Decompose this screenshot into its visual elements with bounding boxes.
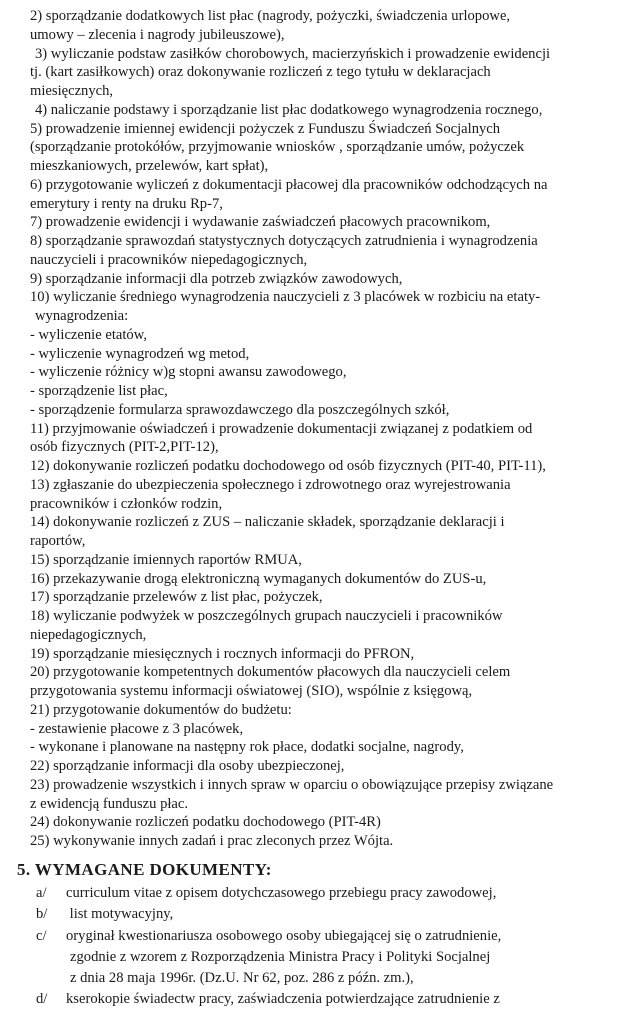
- section-heading: 5. WYMAGANE DOKUMENTY:: [17, 860, 272, 879]
- duty-line: mieszkaniowych, przelewów, kart spłat),: [30, 158, 269, 174]
- duty-line: 14) dokonywanie rozliczeń z ZUS – naliczanie składek, sporządzanie deklaracji i: [30, 514, 505, 531]
- duty-line: 5) prowadzenie imiennej ewidencji pożyczek z Funduszu Świadczeń Socjalnych: [30, 120, 501, 137]
- duty-line: - wyliczenie wynagrodzeń wg metod,: [30, 345, 250, 362]
- duty-line: 21) przygotowanie dokumentów do budżetu:: [30, 701, 292, 718]
- duty-line: 23) prowadzenie wszystkich i innych spraw w oparciu o obowiązujące przepisy związane: [30, 776, 554, 793]
- duty-line: 17) sporządzanie przelewów z list płac, pożyczek,: [30, 589, 323, 606]
- duty-line: umowy – zlecenia i nagrody jubileuszowe),: [30, 26, 285, 43]
- duty-line: 8) sporządzanie sprawozdań statystycznych dotyczących zatrudnienia i wynagrodzenia: [30, 233, 538, 249]
- document-item-marker: d/: [36, 991, 48, 1008]
- document-item: [36, 926, 616, 947]
- duty-line: 13) zgłaszanie do ubezpieczenia społecznego i zdrowotnego oraz wyrejestrowania: [30, 476, 511, 493]
- duties-list: [30, 7, 615, 851]
- document-item-marker: b/: [36, 906, 48, 923]
- duty-line: przygotowania systemu informacji oświatowej (SIO), wspólnie z księgową,: [30, 683, 473, 699]
- document-item-text: list motywacyjny,: [66, 906, 174, 923]
- duty-line: nauczycieli i pracowników niepedagogicznych,: [30, 251, 308, 268]
- duty-line: 4) naliczanie podstawy i sporządzanie list płac dodatkowego wynagrodzenia rocznego,: [35, 101, 543, 118]
- duty-line: 22) sporządzanie informacji dla osoby ubezpieczonej,: [30, 758, 345, 774]
- document-item: [36, 904, 616, 925]
- duty-line: 3) wyliczanie podstaw zasiłków chorobowych, macierzyńskich i prowadzenie ewidencji: [35, 45, 551, 62]
- duty-line: raportów,: [30, 533, 86, 549]
- duty-line: - wyliczenie etatów,: [30, 326, 147, 343]
- document-item-text: oryginał kwestionariusza osobowego osoby ubiegającej się o zatrudnienie,: [66, 927, 502, 944]
- duty-line: - sporządzenie list płac,: [30, 383, 168, 399]
- duty-line: 2) sporządzanie dodatkowych list płac (nagrody, pożyczki, świadczenia urlopowe,: [30, 8, 511, 24]
- duty-line: osób fizycznych (PIT-2,PIT-12),: [30, 439, 219, 456]
- duty-line: miesięcznych,: [30, 83, 114, 99]
- duty-line: 24) dokonywanie rozliczeń podatku dochodowego (PIT-4R): [30, 814, 381, 831]
- duty-line: - sporządzenie formularza sprawozdawczego dla poszczególnych szkół,: [30, 401, 450, 418]
- document-item-text: curriculum vitae z opisem dotychczasowego przebiegu pracy zawodowej,: [66, 885, 497, 901]
- document-item-text: zgodnie z wzorem z Rozporządzenia Ministra Pracy i Polityki Socjalnej: [70, 948, 491, 965]
- duty-line: - wyliczenie różnicy w)g stopni awansu zawodowego,: [30, 364, 347, 381]
- duty-line: 25) wykonywanie innych zadań i prac zleconych przez Wójta.: [30, 833, 394, 849]
- duty-line: 15) sporządzanie imiennych raportów RMUA,: [30, 551, 302, 568]
- duty-line: 18) wyliczanie podwyżek w poszczególnych grupach nauczycieli i pracowników: [30, 608, 503, 624]
- duty-line: wynagrodzenia:: [35, 308, 129, 324]
- document-item: [36, 947, 616, 968]
- duty-line: 10) wyliczanie średniego wynagrodzenia nauczycieli z 3 placówek w rozbiciu na etaty-: [30, 289, 541, 306]
- document-item-text: z dnia 28 maja 1996r. (Dz.U. Nr 62, poz. 286 z późn. zm.),: [70, 970, 414, 987]
- document-item: [36, 883, 616, 904]
- duty-line: 20) przygotowanie kompetentnych dokumentów płacowych dla nauczycieli celem: [30, 664, 511, 681]
- required-documents-list: [36, 883, 616, 1011]
- document-item-marker: a/: [36, 885, 47, 901]
- duty-line: z ewidencją funduszu płac.: [30, 795, 189, 812]
- duty-line: 7) prowadzenie ewidencji i wydawanie zaświadczeń płacowych pracownikom,: [30, 214, 491, 231]
- document-item-text: kserokopie świadectw pracy, zaświadczenia potwierdzające zatrudnienie z: [66, 991, 500, 1008]
- duty-line: 11) przyjmowanie oświadczeń i prowadzenie dokumentacji związanej z podatkiem od: [30, 420, 533, 437]
- duty-line: - zestawienie płacowe z 3 placówek,: [30, 720, 244, 737]
- document-item: [36, 968, 616, 989]
- duty-line: emerytury i renty na druku Rp-7,: [30, 195, 223, 212]
- duty-line: 16) przekazywanie drogą elektroniczną wymaganych dokumentów do ZUS-u,: [30, 570, 487, 587]
- duty-line: 9) sporządzanie informacji dla potrzeb związków zawodowych,: [30, 270, 403, 287]
- duty-line: 6) przygotowanie wyliczeń z dokumentacji płacowej dla pracowników odchodzących na: [30, 176, 548, 193]
- duty-line: niepedagogicznych,: [30, 626, 147, 643]
- document-item: [36, 989, 616, 1010]
- document-item-marker: c/: [36, 927, 47, 944]
- duty-line: 19) sporządzanie miesięcznych i rocznych informacji do PFRON,: [30, 645, 415, 662]
- duty-line: - wykonane i planowane na następny rok płace, dodatki socjalne, nagrody,: [30, 739, 464, 756]
- duty-line: tj. (kart zasiłkowych) oraz dokonywanie rozliczeń z tego tytułu w deklaracjach: [30, 64, 491, 81]
- duty-line: 12) dokonywanie rozliczeń podatku dochodowego od osób fizycznych (PIT-40, PIT-11),: [30, 458, 546, 474]
- duty-line: pracowników i członków rodzin,: [30, 495, 223, 512]
- duty-line: (sporządzanie protokółów, przyjmowanie wniosków , sporządzanie umów, pożyczek: [30, 139, 525, 156]
